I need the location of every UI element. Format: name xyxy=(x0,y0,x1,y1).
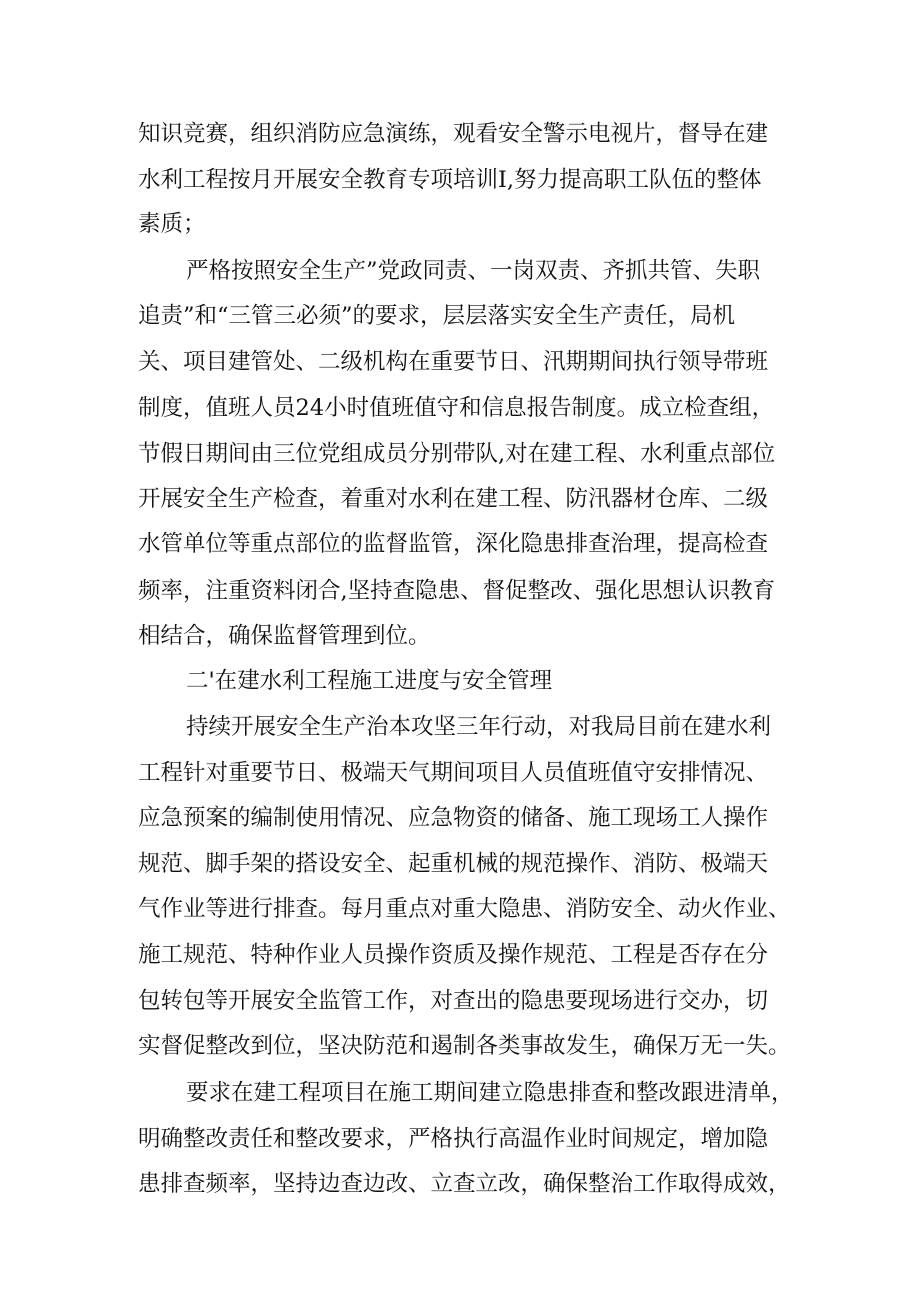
paragraph-1-line-1: 知识竞赛，组织消防应急演练，观看安全警示电视片，督导在建 xyxy=(138,121,769,147)
paragraph-2-line-9: 相结合，确保监督管理到位。 xyxy=(138,623,431,649)
paragraph-4-line-3: 患排查频率，坚持边查边改、立查立改，确保整治工作取得成效， xyxy=(138,1171,791,1197)
paragraph-3-line-5: 气作业等进行排查。每月重点对重大隐患、消防安全、动火作业、 xyxy=(138,896,791,922)
paragraph-4-line-1: 要求在建工程项目在施工期间建立隐患排查和整改跟进清单， xyxy=(186,1080,794,1106)
paragraph-3-line-2: 工程针对重要节日、极端天气期间项目人员值班值守安排情况、 xyxy=(138,760,769,786)
paragraph-3-line-3: 应急预案的编制使用情况、应急物资的储备、施工现场工人操作 xyxy=(138,805,769,831)
paragraph-2-line-6: 开展安全生产检查，着重对水利在建工程、防汛器材仓库、二级 xyxy=(138,486,769,512)
paragraph-2-line-4: 制度，值班人员24小时值班值守和信息报告制度。成立检查组， xyxy=(138,395,775,421)
paragraph-3-line-8: 实督促整改到位，坚决防范和遏制各类事故发生，确保万无一失。 xyxy=(138,1033,791,1059)
paragraph-1-line-2: 水利工程按月开展安全教育专项培训I,努力提高职工队伍的整体 xyxy=(138,167,762,193)
paragraph-2-line-3: 关、项目建管处、二级机构在重要节日、汛期期间执行领导带班 xyxy=(138,349,769,375)
paragraph-1-line-3: 素质； xyxy=(138,211,206,237)
paragraph-2-line-2: 追责”和“三管三必须”的要求，层层落实安全生产责任，局机 xyxy=(138,303,736,329)
paragraph-4-line-2: 明确整改责任和整改要求，严格执行高温作业时间规定，增加隐 xyxy=(138,1126,769,1152)
paragraph-3-line-1: 持续开展安全生产治本攻坚三年行动，对我局目前在建水利 xyxy=(186,714,772,740)
paragraph-2-line-8: 频率，注重资料闭合,坚持查隐患、督促整改、强化思想认识教育 xyxy=(138,578,776,604)
paragraph-2-line-1: 严格按照安全生产”党政同责、一岗双责、齐抓共管、失职 xyxy=(186,258,761,284)
paragraph-3-line-7: 包转包等开展安全监管工作，对查出的隐患要现场进行交办，切 xyxy=(138,988,769,1014)
paragraph-3-line-6: 施工规范、特种作业人员操作资质及操作规范、工程是否存在分 xyxy=(138,942,769,968)
paragraph-2-line-7: 水管单位等重点部位的监督监管，深化隐患排查治理，提高检查 xyxy=(138,531,769,557)
paragraph-2-line-5: 节假日期间由三位党组成员分别带队,对在建工程、水利重点部位 xyxy=(138,441,776,467)
section-heading: 二'在建水利工程施工进度与安全管理 xyxy=(186,668,553,694)
paragraph-3-line-4: 规范、脚手架的搭设安全、起重机械的规范操作、消防、极端天 xyxy=(138,851,769,877)
